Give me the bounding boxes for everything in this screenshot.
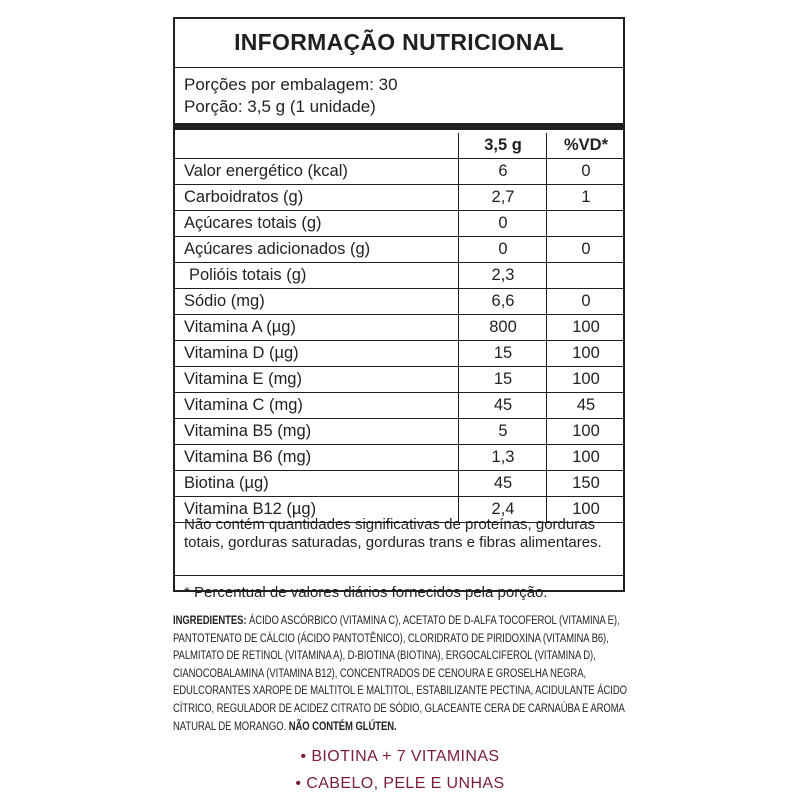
amount-header: 3,5 g (458, 133, 547, 159)
nutrient-amount: 15 (458, 367, 547, 393)
nutrient-amount: 0 (458, 237, 547, 263)
nutrient-name: Vitamina D (µg) (184, 344, 299, 362)
nutrient-dv: 0 (546, 237, 625, 263)
serving-size: Porção: 3,5 g (1 unidade) (184, 97, 376, 116)
nutrient-name: Vitamina B6 (mg) (184, 448, 312, 466)
nutrient-dv: 0 (546, 289, 625, 315)
table-row (175, 367, 623, 393)
footnote-not-significant: Não contém quantidades significativas de proteínas, gorduras totais, gorduras saturadas, gorduras trans e fibras alimentares. (184, 516, 602, 551)
table-row (175, 419, 623, 445)
nutrient-amount: 6 (458, 159, 547, 185)
nutrient-amount: 5 (458, 419, 547, 445)
nutrient-name: Vitamina E (mg) (184, 370, 302, 388)
table-row (175, 341, 623, 367)
claim-item: • BIOTINA + 7 VITAMINAS (300, 748, 500, 765)
table-row (175, 471, 623, 497)
table-row (175, 211, 623, 237)
nutrient-dv (546, 211, 625, 237)
table-row (175, 185, 623, 211)
nutrient-dv: 100 (546, 445, 625, 471)
gluten-statement: NÃO CONTÉM GLÚTEN. (288, 718, 397, 733)
nutrient-name: Carboidratos (g) (184, 188, 304, 206)
nutrient-amount: 1,3 (458, 445, 547, 471)
nutrient-name: Valor energético (kcal) (184, 162, 348, 180)
nutrient-dv: 100 (546, 315, 625, 341)
ingredients-text: ÁCIDO ASCÓRBICO (VITAMINA C), ACETATO DE D-ALFA TOCOFEROL (VITAMINA E), PANTOTENATO DE CÁLCIO (ÁCIDO PANTOTÊNICO), CLORIDRATO DE PIRIDOXINA (VITAMINA B6), PALMITATO DE RETINOL (VITAMINA A), D-BIOTINA (BIOTINA), ERGOCALCIFEROL (VITAMINA D), CIANOCOBALAMINA (VITAMINA B12), CONCENTRADOS DE CENOURA E GROSELHA NEGRA, EDULCORANTES XAROPE DE MALTITOL E MALTITOL, ESTABILIZANTE PECTINA, ACIDULANTE ÁCIDO CÍTRICO, REGULADOR DE ACIDEZ CITRATO DE SÓDIO, GLACEANTE CERA DE CARNAÚBA E AROMA NATURAL DE MORANGO. (173, 613, 627, 733)
table-row (175, 445, 623, 471)
nutrient-amount: 0 (458, 211, 547, 237)
nutrient-amount: 45 (458, 393, 547, 419)
nutrient-dv: 100 (546, 419, 625, 445)
footnote-divider (175, 575, 623, 576)
nutrition-table (175, 133, 623, 523)
footnote-daily-values: * Percentual de valores diários fornecidos pela porção. (184, 584, 548, 601)
nutrient-dv: 1 (546, 185, 625, 211)
ingredients-list (173, 612, 633, 735)
ingredients-label: INGREDIENTES: (173, 613, 247, 627)
nutrient-amount: 2,7 (458, 185, 547, 211)
table-row (175, 289, 623, 315)
nutrient-name: Vitamina B12 (µg) (184, 500, 317, 518)
nutrient-dv: 0 (546, 159, 625, 185)
nutrition-facts-panel (173, 17, 625, 601)
nutrient-dv: 150 (546, 471, 625, 497)
table-row (175, 237, 623, 263)
dv-header: %VD* (546, 133, 625, 159)
nutrient-amount: 6,6 (458, 289, 547, 315)
nutrient-name: Vitamina B5 (mg) (184, 422, 312, 440)
nutrient-dv: 100 (546, 341, 625, 367)
nutrient-dv: 45 (546, 393, 625, 419)
nutrient-name: Sódio (mg) (184, 292, 265, 310)
table-row (175, 263, 623, 289)
servings-per-package: Porções por embalagem: 30 (184, 75, 398, 94)
table-row (175, 159, 623, 185)
table-row (175, 315, 623, 341)
nutrient-amount: 15 (458, 341, 547, 367)
table-row (175, 393, 623, 419)
nutrient-name: Açúcares adicionados (g) (184, 240, 371, 258)
panel-title: INFORMAÇÃO NUTRICIONAL (234, 29, 564, 55)
nutrient-name: Vitamina A (µg) (184, 318, 296, 336)
nutrient-name: Vitamina C (mg) (184, 396, 303, 414)
title-divider (175, 67, 623, 68)
table-header-row (175, 133, 623, 159)
nutrient-amount: 45 (458, 471, 547, 497)
product-claims (0, 743, 800, 797)
header-divider (175, 123, 623, 130)
nutrient-name: Biotina (µg) (184, 474, 269, 492)
nutrient-dv (546, 263, 625, 289)
nutrient-name: Açúcares totais (g) (184, 214, 322, 232)
nutrient-amount: 800 (458, 315, 547, 341)
nutrient-name: Polióis totais (g) (189, 266, 307, 284)
nutrient-amount: 2,3 (458, 263, 547, 289)
nutrient-dv: 100 (546, 497, 625, 523)
claim-item: • CABELO, PELE E UNHAS (295, 775, 505, 792)
nutrient-amount: 2,4 (458, 497, 547, 523)
nutrient-dv: 100 (546, 367, 625, 393)
